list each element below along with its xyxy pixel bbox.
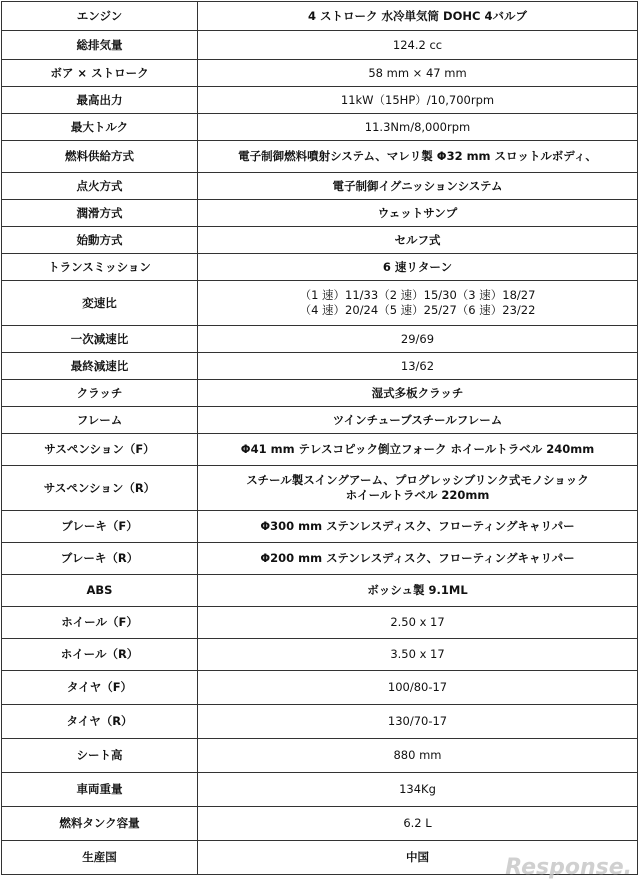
response-logo-watermark: Response. [505,855,632,880]
spec-value [198,407,638,434]
spec-label: トランスミッション [2,254,198,281]
spec-value [198,141,638,173]
spec-value [198,575,638,607]
spec-value [198,807,638,841]
spec-row [2,671,638,705]
spec-value [198,353,638,380]
spec-table-body [2,2,638,875]
spec-row [2,326,638,353]
spec-label: 車両重量 [2,773,198,807]
spec-row [2,31,638,60]
spec-value [198,281,638,326]
spec-label: サスペンション（R） [2,466,198,511]
spec-row [2,227,638,254]
spec-value-line: Φ200 mm ステンレスディスク、フローティングキャリパー [260,551,575,565]
spec-label: シート高 [2,739,198,773]
spec-label: 燃料供給方式 [2,141,198,173]
spec-row [2,281,638,326]
spec-value [198,173,638,200]
spec-value-line: 100/80-17 [387,680,448,694]
spec-value [198,466,638,511]
spec-label: ABS [2,575,198,607]
spec-row [2,87,638,114]
spec-value [198,434,638,466]
spec-row [2,254,638,281]
spec-row [2,173,638,200]
spec-value-line: 13/62 [400,358,435,373]
spec-row [2,607,638,639]
spec-value [198,2,638,31]
spec-label: エンジン [2,2,198,31]
spec-label: ボア × ストローク [2,60,198,87]
spec-row [2,466,638,511]
spec-value-line: 電子制御イグニッションシステム [332,178,503,193]
spec-label: 点火方式 [2,173,198,200]
spec-value [198,60,638,87]
spec-value-line: ツインチューブスチールフレーム [332,412,503,427]
spec-value [198,227,638,254]
spec-label: 最高出力 [2,87,198,114]
spec-value-line: ボッシュ製 9.1ML [367,583,468,597]
spec-row [2,543,638,575]
spec-label: 最終減速比 [2,353,198,380]
spec-value-line: 11.3Nm/8,000rpm [364,119,471,134]
spec-label: ブレーキ（F） [2,511,198,543]
spec-value-line: ホイールトラベル 220mm [345,488,490,502]
spec-row [2,841,638,875]
spec-label: 燃料タンク容量 [2,807,198,841]
spec-label: 最大トルク [2,114,198,141]
spec-label: 一次減速比 [2,326,198,353]
spec-label: 始動方式 [2,227,198,254]
spec-label: フレーム [2,407,198,434]
spec-label: サスペンション（F） [2,434,198,466]
spec-value-line: 130/70-17 [387,714,448,728]
spec-table [1,1,638,875]
spec-value-line: 29/69 [400,331,435,346]
spec-value [198,254,638,281]
spec-row [2,353,638,380]
spec-value [198,705,638,739]
spec-row [2,511,638,543]
spec-row [2,773,638,807]
spec-value-line: 3.50 x 17 [390,647,445,661]
spec-value-line: 124.2 cc [392,37,443,52]
spec-row [2,2,638,31]
spec-label: タイヤ（R） [2,705,198,739]
spec-label: 潤滑方式 [2,200,198,227]
spec-value-line: セルフ式 [394,232,441,247]
spec-label: タイヤ（F） [2,671,198,705]
spec-value [198,841,638,875]
spec-value [198,607,638,639]
spec-label: ホイール（F） [2,607,198,639]
spec-value [198,114,638,141]
spec-value [198,543,638,575]
spec-value-line: 58 mm × 47 mm [368,65,467,80]
spec-value [198,773,638,807]
spec-row [2,60,638,87]
spec-row [2,807,638,841]
spec-value-line: 6.2 L [403,816,432,830]
spec-value-line: ウェットサンプ [377,205,458,220]
spec-row [2,380,638,407]
spec-row [2,739,638,773]
spec-value [198,511,638,543]
spec-value-line: スチール製スイングアーム、プログレッシブリンク式モノショック [246,473,589,487]
spec-value [198,31,638,60]
spec-value-line: Φ41 mm テレスコピック倒立フォーク ホイールトラベル 240mm [240,442,595,456]
spec-value [198,326,638,353]
spec-value-line: 6 速リターン [382,259,453,274]
spec-value [198,671,638,705]
spec-value-line: Φ300 mm ステンレスディスク、フローティングキャリパー [260,519,575,533]
spec-label: ホイール（R） [2,639,198,671]
spec-value [198,87,638,114]
spec-row [2,705,638,739]
spec-row [2,639,638,671]
spec-label: ブレーキ（R） [2,543,198,575]
spec-value-line: 11kW（15HP）/10,700rpm [340,92,495,107]
spec-label: 生産国 [2,841,198,875]
spec-value-line: （1 速）11/33（2 速）15/30（3 速）18/27 [299,288,536,302]
spec-row [2,200,638,227]
spec-value [198,200,638,227]
spec-value [198,380,638,407]
spec-label: クラッチ [2,380,198,407]
spec-value-line: 電子制御燃料噴射システム、マレリ製 Φ32 mm スロットルボディ、 [238,149,597,163]
spec-value-line: （4 速）20/24（5 速）25/27（6 速）23/22 [299,303,536,317]
spec-value-line: 134Kg [399,782,436,796]
spec-row [2,141,638,173]
spec-value-line: 中国 [406,850,429,864]
spec-row [2,407,638,434]
spec-label: 変速比 [2,281,198,326]
spec-value-line: 880 mm [393,748,442,762]
spec-value-line: 2.50 x 17 [390,615,445,629]
spec-label: 総排気量 [2,31,198,60]
spec-value-line: 湿式多板クラッチ [371,385,464,400]
spec-value [198,739,638,773]
spec-value [198,639,638,671]
spec-value-line: 4 ストローク 水冷単気筒 DOHC 4バルブ [308,8,527,23]
spec-row [2,575,638,607]
spec-row [2,434,638,466]
spec-row [2,114,638,141]
